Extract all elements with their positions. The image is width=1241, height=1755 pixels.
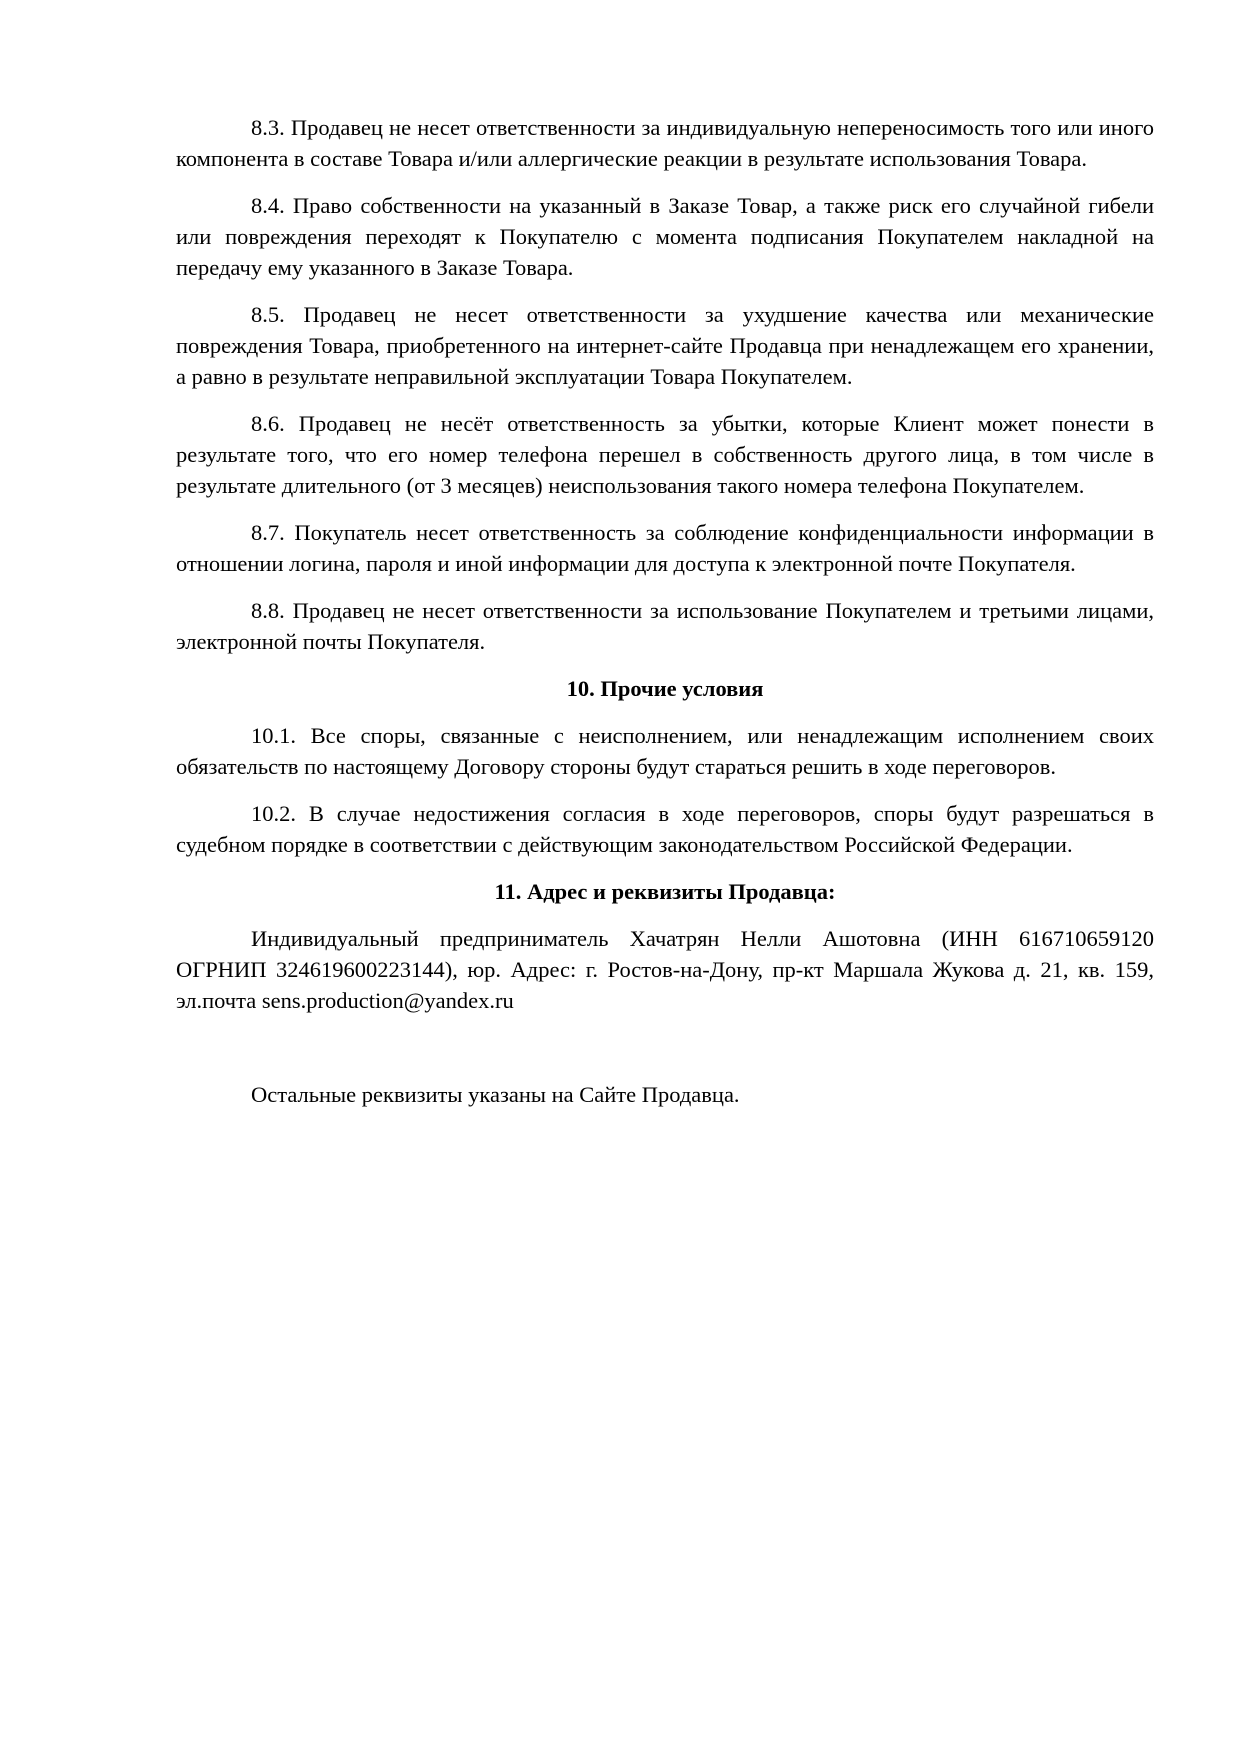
seller-details: Индивидуальный предприниматель Хачатрян Нелли Ашотовна (ИНН 616710659120 ОГРНИП 324619600223144), юр. Адрес: г. Ростов-на-Дону, пр-кт Маршала Жукова д. 21, кв. 159, эл.почта sens.production@yandex.ru <box>176 926 1154 1013</box>
clause-8-8: 8.8. Продавец не несет ответственности за использование Покупателем и третьими лицами, электронной почты Покупателя. <box>176 598 1154 654</box>
clause-10-1: 10.1. Все споры, связанные с неисполнением, или ненадлежащим исполнением своих обязательств по настоящему Договору стороны будут стараться решить в ходе переговоров. <box>176 723 1154 779</box>
spacer <box>176 1032 1154 1079</box>
section-11-heading: 11. Адрес и реквизиты Продавца: <box>494 879 836 904</box>
clause-8-5: 8.5. Продавец не несет ответственности за ухудшение качества или механические повреждения Товара, приобретенного на интернет-сайте Продавца при ненадлежащем его хранении, а равно в результате неправильной эксплуатации Товара Покупателем. <box>176 302 1154 389</box>
document-page <box>176 112 1154 1126</box>
section-10-heading: 10. Прочие условия <box>566 676 764 701</box>
clause-8-6: 8.6. Продавец не несёт ответственность за убытки, которые Клиент может понести в результате того, что его номер телефона перешел в собственность другого лица, в том числе в результате длительного (от 3 месяцев) неиспользования такого номера телефона Покупателем. <box>176 411 1154 498</box>
seller-details-note: Остальные реквизиты указаны на Сайте Продавца. <box>251 1082 740 1107</box>
clause-8-4: 8.4. Право собственности на указанный в Заказе Товар, а также риск его случайной гибели или повреждения переходят к Покупателю с момента подписания Покупателем накладной на передачу ему указанного в Заказе Товара. <box>176 193 1154 280</box>
clause-8-7: 8.7. Покупатель несет ответственность за соблюдение конфиденциальности информации в отношении логина, пароля и иной информации для доступа к электронной почте Покупателя. <box>176 520 1154 576</box>
clause-8-3: 8.3. Продавец не несет ответственности за индивидуальную непереносимость того или иного компонента в составе Товара и/или аллергические реакции в результате использования Товара. <box>176 115 1154 171</box>
clause-10-2: 10.2. В случае недостижения согласия в ходе переговоров, споры будут разрешаться в судебном порядке в соответствии с действующим законодательством Российской Федерации. <box>176 801 1154 857</box>
